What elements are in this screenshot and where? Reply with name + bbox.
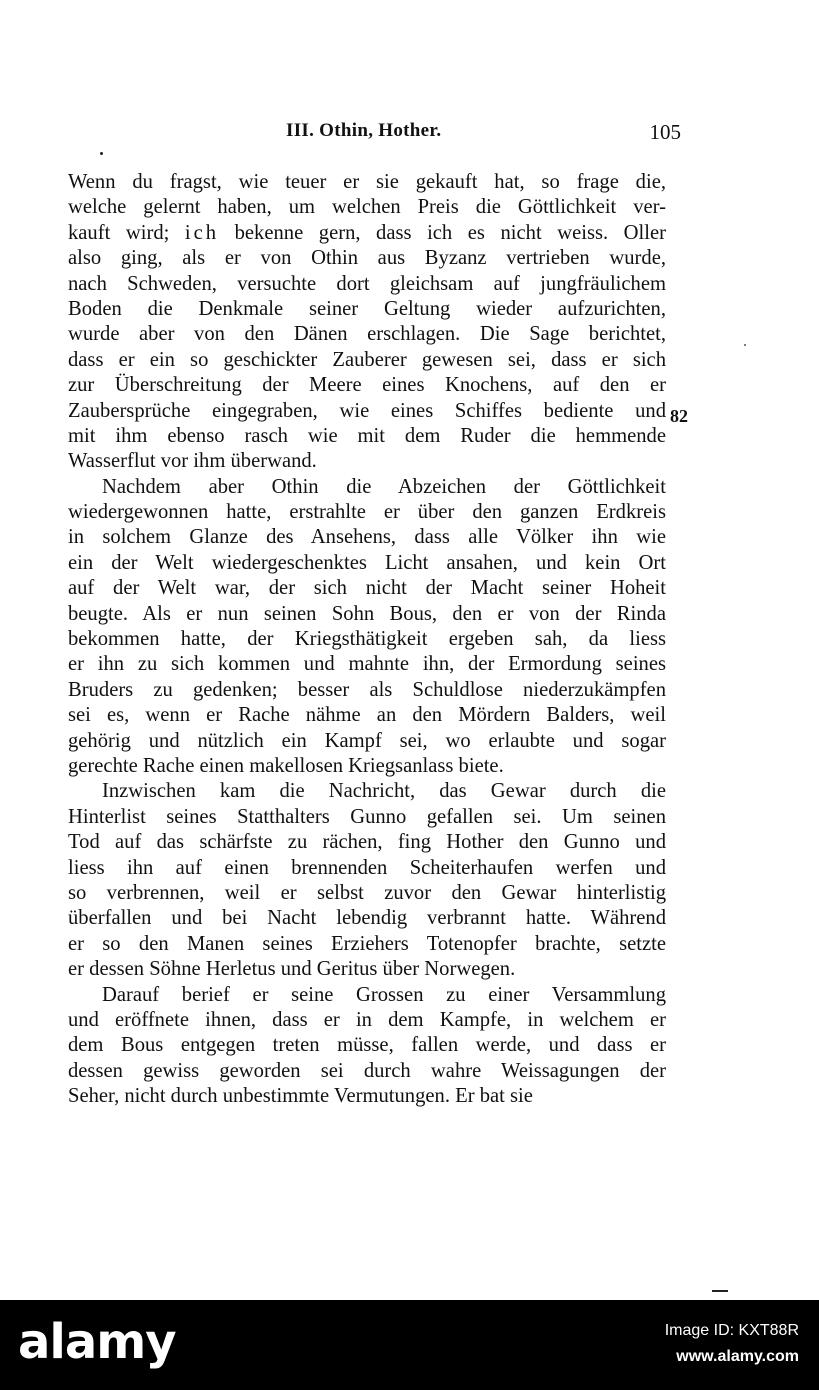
text-line: Tod auf das schärfste zu rächen, fing Hother den Gunno und xyxy=(68,831,666,854)
text-line: Wenn du fragst, wie teuer er sie gekauft hat, so frage die, xyxy=(68,171,666,193)
text-line: zur Überschreitung der Meere eines Knochens, auf den er xyxy=(68,374,666,397)
text-line: gerechte Rache einen makellosen Kriegsanlass biete. xyxy=(68,754,504,777)
text-line: er so den Manen seines Erziehers Totenopfer brachte, setzte xyxy=(68,932,666,955)
text-line: Inzwischen kam die Nachricht, das Gewar durch die xyxy=(102,780,666,803)
text-segment: kauft wird; xyxy=(68,221,185,244)
text-line: Hinterlist seines Statthalters Gunno gefallen sei. Um seinen xyxy=(68,805,666,828)
ink-dash xyxy=(712,1290,728,1292)
text-line: Boden die Denkmale seiner Geltung wieder aufzurichten, xyxy=(68,297,666,320)
text-line: gehörig und nützlich ein Kampf sei, wo erlaubte und sogar xyxy=(68,729,666,752)
ink-dot xyxy=(100,152,103,155)
running-head: III. Othin, Hother. xyxy=(286,120,442,141)
brand-logo: alamy xyxy=(18,1314,176,1370)
text-line: dem Bous entgegen treten müsse, fallen werde, und dass er xyxy=(68,1034,666,1057)
text-line: er ihn zu sich kommen und mahnte ihn, der Ermordung seines xyxy=(68,653,666,676)
body-text xyxy=(68,170,666,1109)
paragraph xyxy=(68,475,666,780)
text-line: er dessen Söhne Herletus und Geritus über Norwegen. xyxy=(68,958,516,981)
text-line: auf der Welt war, der sich nicht der Macht seiner Hoheit xyxy=(68,577,666,600)
text-line: beugte. Als er nun seinen Sohn Bous, den er von der Rinda xyxy=(68,602,666,625)
paragraph xyxy=(68,779,666,982)
text-segment: bekenne gern, dass ich es nicht weiss. Oller xyxy=(219,221,666,244)
text-line: Nachdem aber Othin die Abzeichen der Göttlichkeit xyxy=(102,475,666,498)
text-line: wurde aber von den Dänen erschlagen. Die Sage berichtet, xyxy=(68,323,666,346)
text-line xyxy=(68,221,666,246)
paragraph xyxy=(68,983,666,1110)
text-line: Zaubersprüche eingegraben, wie eines Schiffes bediente und xyxy=(68,399,666,422)
text-line: ein der Welt wiedergeschenktes Licht ansahen, und kein Ort xyxy=(68,551,666,574)
site-url: www.alamy.com xyxy=(676,1348,799,1365)
text-line: mit ihm ebenso rasch wie mit dem Ruder die hemmende xyxy=(68,424,666,447)
ink-dot xyxy=(744,344,746,346)
watermark-banner xyxy=(0,1300,819,1390)
text-line: in solchem Glanze des Ansehens, dass alle Völker ihn wie xyxy=(68,526,666,549)
text-line: liess ihn auf einen brennenden Scheiterhaufen werfen und xyxy=(68,856,666,879)
text-line: wiedergewonnen hatte, erstrahlte er über den ganzen Erdkreis xyxy=(68,501,666,524)
text-line: nach Schweden, versuchte dort gleichsam auf jungfräulichem xyxy=(68,272,666,295)
text-line: welche gelernt haben, um welchen Preis die Göttlichkeit ver- xyxy=(68,196,666,219)
text-line: Seher, nicht durch unbestimmte Vermutungen. Er bat sie xyxy=(68,1085,533,1108)
text-line: Wasserflut vor ihm überwand. xyxy=(68,450,317,473)
page-number: 105 xyxy=(649,120,681,144)
text-line: also ging, als er von Othin aus Byzanz vertrieben wurde, xyxy=(68,247,666,270)
text-line: dessen gewiss geworden sei durch wahre Weissagungen der xyxy=(68,1059,666,1082)
text-line: sei es, wenn er Rache nähme an den Mördern Balders, weil xyxy=(68,704,666,727)
text-line: überfallen und bei Nacht lebendig verbrannt hatte. Während xyxy=(68,907,666,930)
text-line: Darauf berief er seine Grossen zu einer Versammlung xyxy=(102,983,666,1006)
text-line: und eröffnete ihnen, dass er in dem Kampfe, in welchem er xyxy=(68,1008,666,1031)
image-id: Image ID: KXT88R xyxy=(664,1322,799,1339)
text-line: so verbrennen, weil er selbst zuvor den Gewar hinterlistig xyxy=(68,881,666,904)
text-line: bekommen hatte, der Kriegsthätigkeit ergeben sah, da liess xyxy=(68,628,666,651)
text-line: dass er ein so geschickter Zauberer gewesen sei, dass er sich xyxy=(68,348,666,371)
text-line: Bruders zu gedenken; besser als Schuldlose niederzukämpfen xyxy=(68,678,666,701)
margin-number: 82 xyxy=(670,406,688,426)
page-header xyxy=(0,120,819,150)
paragraph xyxy=(68,170,666,475)
spaced-word: ich xyxy=(184,221,220,244)
